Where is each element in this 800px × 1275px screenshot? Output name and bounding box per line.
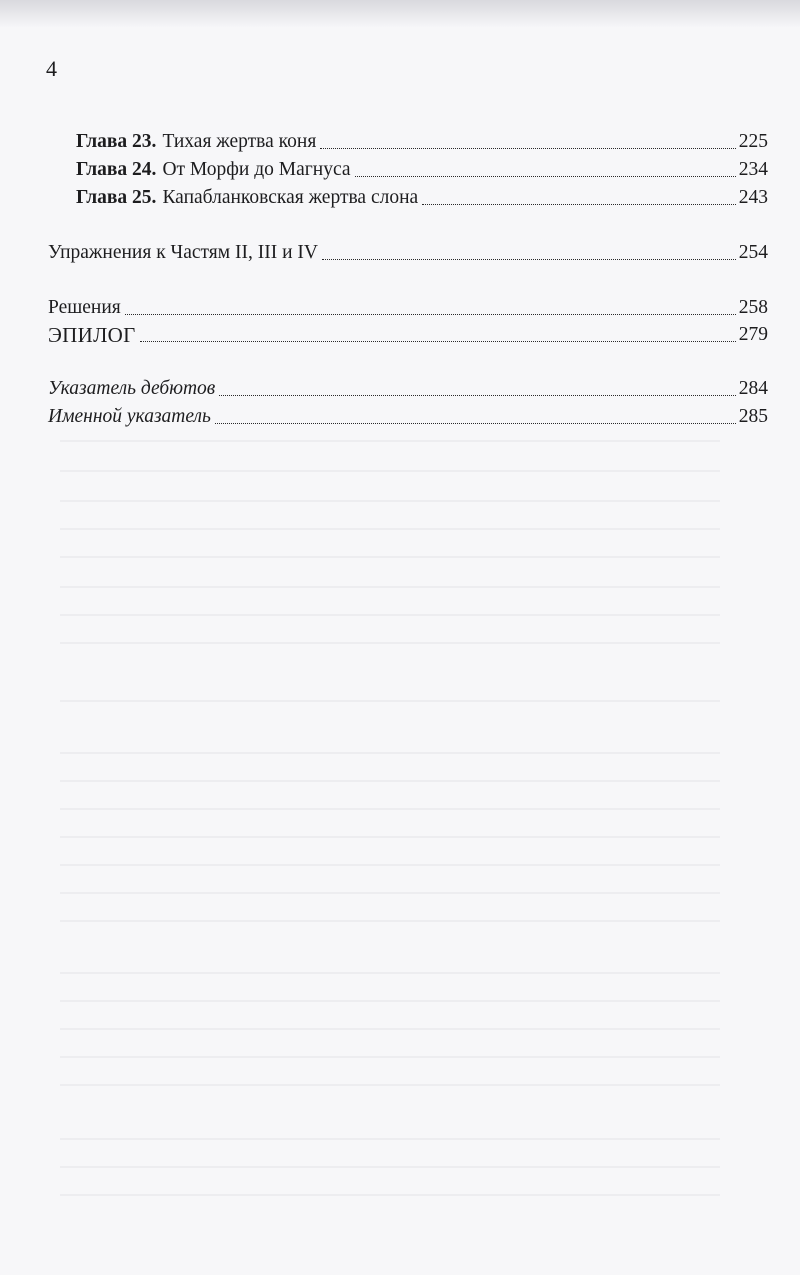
section-title: Упражнения к Частям II, III и IV [48, 242, 318, 263]
toc-entry-openings-index [48, 374, 768, 404]
toc-entry-solutions [48, 293, 768, 323]
dot-leader [219, 395, 736, 396]
page-ref: 254 [738, 242, 768, 263]
section-title: Именной указатель [48, 406, 211, 427]
chapter-label: Глава 24. [76, 159, 157, 180]
toc-entry-chapter-25 [76, 183, 768, 213]
page-ref: 258 [738, 297, 768, 318]
chapter-title: От Морфи до Магнуса [162, 159, 351, 180]
dot-leader [422, 204, 736, 205]
chapter-title: Тихая жертва коня [162, 131, 317, 152]
chapter-label: Глава 25. [76, 187, 157, 208]
page-ref: 285 [738, 406, 768, 427]
section-title: Указатель дебютов [48, 378, 216, 399]
page-ref: 279 [738, 324, 768, 345]
chapter-title: Капабланковская жертва слона [162, 187, 419, 208]
toc-entry-chapter-24 [76, 155, 768, 185]
toc-entry-chapter-23 [76, 127, 768, 157]
page-ref: 225 [738, 131, 768, 152]
dot-leader [322, 259, 736, 260]
page-ref: 234 [738, 159, 768, 180]
section-title: ЭПИЛОГ [48, 323, 136, 347]
page-ref: 284 [738, 378, 768, 399]
toc-entry-names-index [48, 402, 768, 432]
section-title: Решения [48, 297, 121, 318]
page-number: 4 [46, 56, 57, 81]
dot-leader [355, 176, 736, 177]
toc-entry-exercises [48, 238, 768, 268]
toc-entry-epilogue [48, 320, 768, 350]
page-ref: 243 [738, 187, 768, 208]
dot-leader [215, 423, 736, 424]
dot-leader [320, 148, 735, 149]
chapter-label: Глава 23. [76, 131, 157, 152]
dot-leader [125, 314, 736, 315]
dot-leader [140, 341, 736, 342]
page-top-shadow [0, 0, 800, 28]
